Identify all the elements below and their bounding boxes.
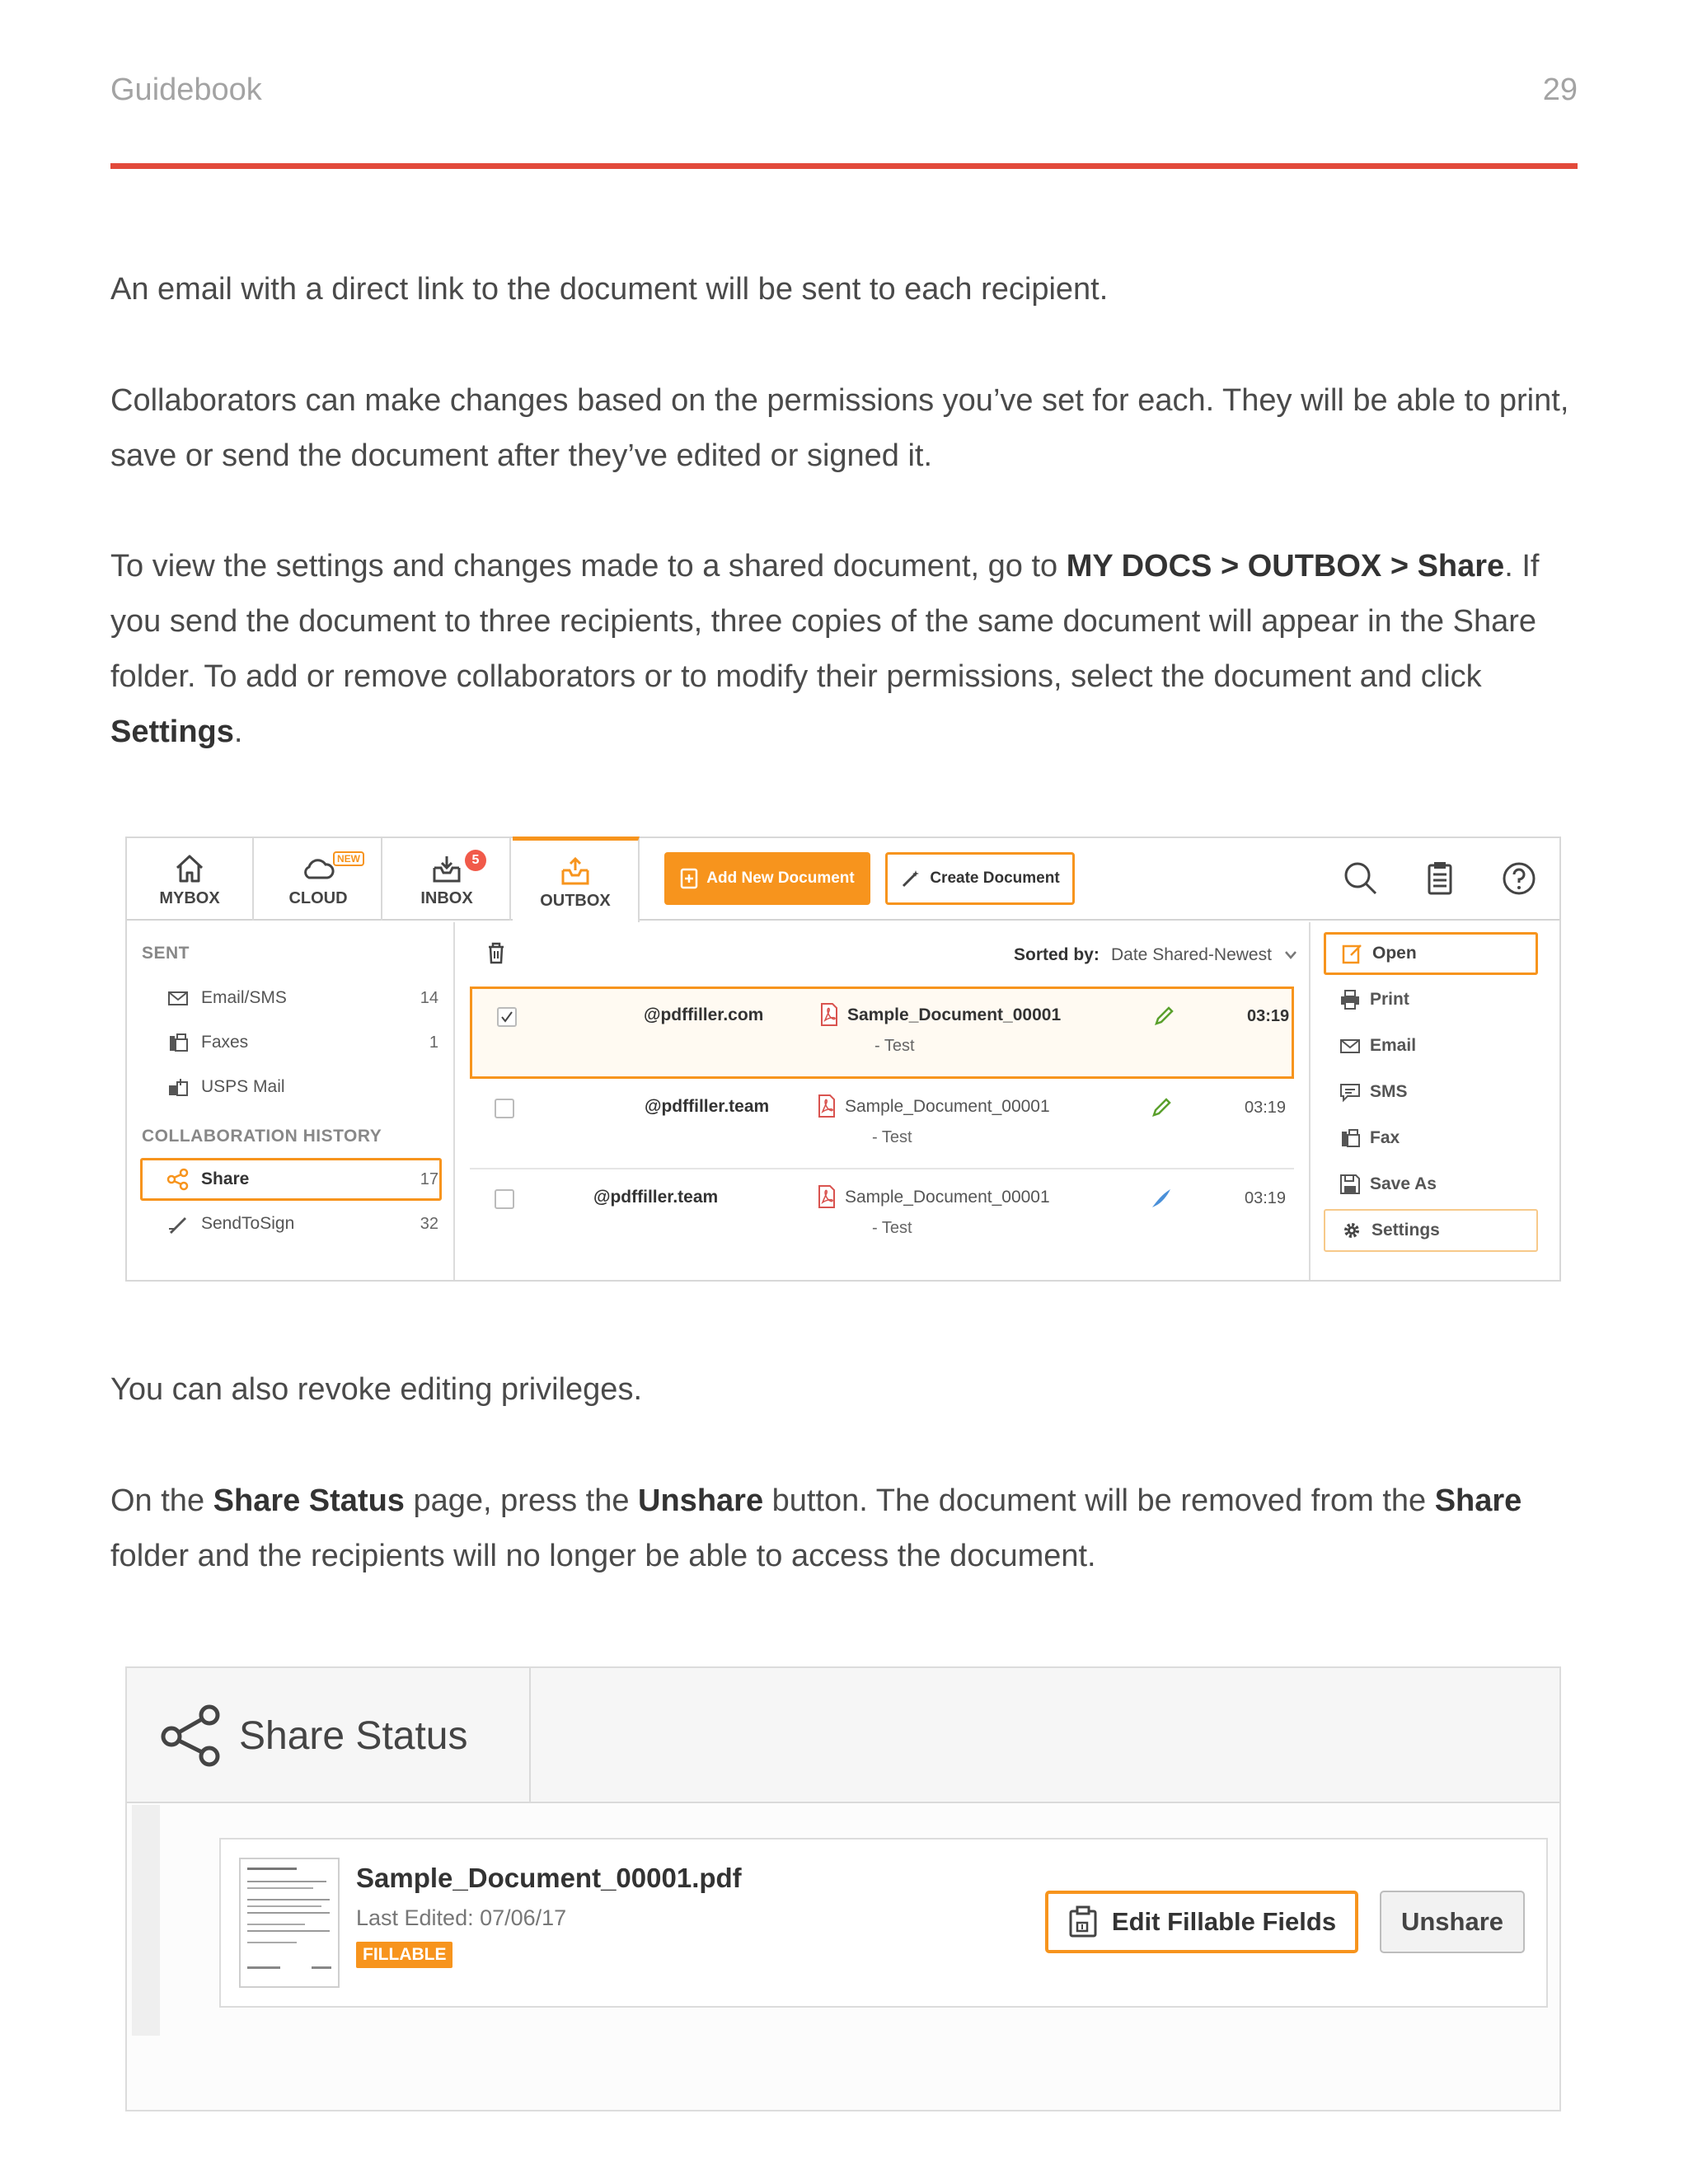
inbox-count-badge: 5: [465, 850, 486, 871]
search-icon[interactable]: [1340, 858, 1381, 899]
row-time: 03:19: [1245, 1099, 1287, 1117]
share-status-title: Share Status: [239, 1713, 468, 1758]
row-time: 03:19: [1245, 1189, 1287, 1207]
text-segment: button. The document will be removed from the: [763, 1483, 1435, 1518]
paragraph-view-settings: [110, 539, 1578, 760]
page-header: [110, 73, 1578, 114]
chat-bubble-icon: [1339, 1080, 1362, 1104]
cloud-icon: [299, 850, 337, 888]
add-new-document-button[interactable]: [664, 852, 870, 905]
document-preview-icon: [241, 1859, 338, 1986]
sidebar-item-share[interactable]: [166, 1163, 438, 1196]
edit-document-icon: [1341, 942, 1364, 965]
share-status-header: [127, 1668, 1559, 1803]
guidebook-title: Guidebook: [110, 73, 262, 107]
row-checkbox[interactable]: [495, 1189, 514, 1209]
recipient-email: @pdffiller.com: [644, 1005, 764, 1024]
shared-document-card: [219, 1838, 1548, 2008]
pdf-icon: [816, 1094, 837, 1118]
bold-share: Share: [1417, 549, 1505, 583]
table-row[interactable]: [470, 1080, 1294, 1169]
floppy-disk-icon: [1339, 1173, 1362, 1196]
bold-share: Share: [1434, 1483, 1522, 1518]
row-checkbox[interactable]: [495, 1099, 514, 1118]
sidebar-item-label: Share: [201, 1169, 250, 1188]
add-document-icon: [680, 868, 698, 889]
sidebar-item-count: 14: [420, 988, 438, 1007]
sidebar-item-email-sms[interactable]: [166, 982, 438, 1015]
document-subtitle: - Test: [872, 1128, 912, 1146]
create-document-label: Create Document: [930, 869, 1060, 887]
last-edited: Last Edited: 07/06/17: [356, 1905, 567, 1930]
text-segment: folder and the recipients will no longer be able to access the document.: [110, 1539, 1096, 1573]
outbox-icon: [556, 852, 594, 890]
sidebar-item-faxes[interactable]: [166, 1026, 438, 1059]
help-icon[interactable]: [1498, 858, 1540, 899]
share-status-title-cell: [127, 1668, 531, 1803]
pdf-icon: [816, 1184, 837, 1209]
sidebar-item-count: 17: [420, 1169, 438, 1188]
action-label: Print: [1370, 990, 1409, 1009]
fillable-fields-icon: [1067, 1905, 1100, 1939]
edit-pencil-icon: [1151, 1004, 1176, 1029]
unshare-button[interactable]: [1380, 1891, 1525, 1953]
create-document-button[interactable]: [885, 852, 1075, 905]
document-subtitle: - Test: [874, 1037, 915, 1055]
file-name: Sample_Document_00001.pdf: [356, 1863, 742, 1893]
open-action[interactable]: [1324, 932, 1538, 975]
sidebar-item-label: Email/SMS: [201, 988, 287, 1007]
email-action[interactable]: [1324, 1024, 1538, 1067]
tab-outbox[interactable]: [513, 837, 640, 922]
add-new-document-label: Add New Document: [706, 869, 855, 887]
home-icon: [171, 850, 209, 888]
actions-panel: [1309, 922, 1559, 1280]
table-row[interactable]: [470, 1171, 1294, 1260]
bold-share-status: Share Status: [213, 1483, 405, 1518]
row-time: 03:19: [1247, 1007, 1290, 1025]
document-name: Sample_Document_00001: [845, 1097, 1050, 1116]
chevron-down-icon[interactable]: [1284, 950, 1297, 960]
recipient-email: @pdffiller.team: [645, 1097, 770, 1116]
edit-pencil-icon: [1149, 1095, 1174, 1120]
folder-sidebar: [127, 922, 455, 1280]
share-icon: [158, 1702, 226, 1769]
pdf-icon: [818, 1002, 840, 1027]
sort-dropdown[interactable]: Date Shared-Newest: [1111, 945, 1272, 964]
fax-icon: [1339, 1127, 1362, 1150]
text-segment: . If you send the document to three recipients, three copies of the same document will appear in the Share folder. To add or remove collaborators or to modify their permissions, select the document and click: [110, 549, 1540, 694]
text-segment: On the: [110, 1483, 213, 1518]
fax-action[interactable]: [1324, 1117, 1538, 1160]
action-label: Email: [1370, 1036, 1417, 1055]
inbox-icon: [428, 850, 466, 888]
bold-unshare: Unshare: [638, 1483, 764, 1518]
document-list: [457, 922, 1307, 1280]
action-label: Settings: [1372, 1221, 1440, 1240]
checkmark-icon: [499, 1009, 515, 1025]
collaboration-history-title: COLLABORATION HISTORY: [142, 1127, 382, 1146]
sign-quill-icon: [1149, 1186, 1174, 1211]
envelope-icon: [1339, 1034, 1362, 1057]
paragraph-collaborators: Collaborators can make changes based on the permissions you’ve set for each. They will be able to print, save or send the document after they’ve edited or signed it.: [110, 383, 1569, 473]
tab-label: OUTBOX: [540, 892, 611, 910]
tab-label: MYBOX: [159, 889, 220, 907]
document-thumbnail: [239, 1858, 340, 1988]
share-status-screenshot: [125, 1666, 1561, 2111]
recipient-email: @pdffiller.team: [593, 1188, 719, 1207]
save-as-action[interactable]: [1324, 1163, 1538, 1206]
header-rule: [110, 163, 1578, 169]
unshare-label: Unshare: [1400, 1907, 1504, 1936]
paragraph-unshare: [110, 1474, 1578, 1584]
tab-cloud[interactable]: [256, 838, 382, 921]
sidebar-item-count: 1: [429, 1033, 438, 1052]
printer-icon: [1339, 988, 1362, 1011]
edit-fillable-fields-label: Edit Fillable Fields: [1111, 1907, 1337, 1936]
tab-inbox[interactable]: [384, 838, 511, 921]
tab-label: CLOUD: [288, 889, 348, 907]
fillable-badge: FILLABLE: [356, 1942, 452, 1968]
sidebar-item-count: 32: [420, 1214, 438, 1233]
sent-section-title: SENT: [142, 944, 190, 963]
paragraph-revoke: You can also revoke editing privileges.: [110, 1372, 642, 1407]
tab-mybox[interactable]: [127, 838, 254, 921]
gear-icon: [1340, 1219, 1363, 1242]
text-segment: .: [233, 715, 243, 749]
outbox-screenshot: [125, 837, 1561, 1282]
edit-fillable-fields-button[interactable]: [1045, 1891, 1358, 1953]
pen-icon: [166, 1212, 190, 1235]
row-checkbox[interactable]: [497, 1007, 517, 1027]
trash-icon[interactable]: [485, 940, 508, 965]
action-label: Open: [1372, 944, 1417, 963]
text-segment: To view the settings and changes made to a shared document, go to: [110, 549, 1067, 583]
sms-action[interactable]: [1324, 1071, 1538, 1113]
sidebar-item-label: Faxes: [201, 1033, 249, 1052]
action-label: Save As: [1370, 1174, 1437, 1193]
action-label: Fax: [1370, 1128, 1400, 1147]
bold-settings: Settings: [110, 715, 234, 749]
tab-label: INBOX: [420, 889, 473, 907]
new-badge: NEW: [333, 851, 364, 866]
document-name: Sample_Document_00001: [847, 1005, 1062, 1024]
share-icon: [166, 1168, 190, 1191]
left-strip: [132, 1805, 160, 2036]
settings-action[interactable]: [1324, 1209, 1538, 1252]
magic-wand-icon: [900, 868, 921, 889]
sidebar-item-usps-mail[interactable]: [166, 1071, 438, 1104]
sorted-by-label: Sorted by:: [1014, 945, 1100, 964]
paragraph-email-link: An email with a direct link to the document will be sent to each recipient.: [110, 272, 1109, 307]
mailbox-icon: [166, 1076, 190, 1099]
clipboard-icon[interactable]: [1419, 858, 1461, 899]
text-segment: page, press the: [404, 1483, 639, 1518]
action-label: SMS: [1370, 1082, 1408, 1101]
sidebar-item-label: USPS Mail: [201, 1077, 285, 1096]
document-subtitle: - Test: [872, 1219, 912, 1237]
table-row[interactable]: [470, 987, 1294, 1079]
document-name: Sample_Document_00001: [845, 1188, 1050, 1207]
page-number: 29: [1542, 73, 1578, 107]
top-navigation: [127, 838, 1559, 921]
sidebar-item-label: SendToSign: [201, 1214, 295, 1233]
bold-path: MY DOCS > OUTBOX >: [1066, 549, 1409, 583]
print-action[interactable]: [1324, 978, 1538, 1021]
envelope-icon: [166, 987, 190, 1010]
fax-icon: [166, 1031, 190, 1054]
sidebar-item-sendtosign[interactable]: [166, 1207, 438, 1240]
